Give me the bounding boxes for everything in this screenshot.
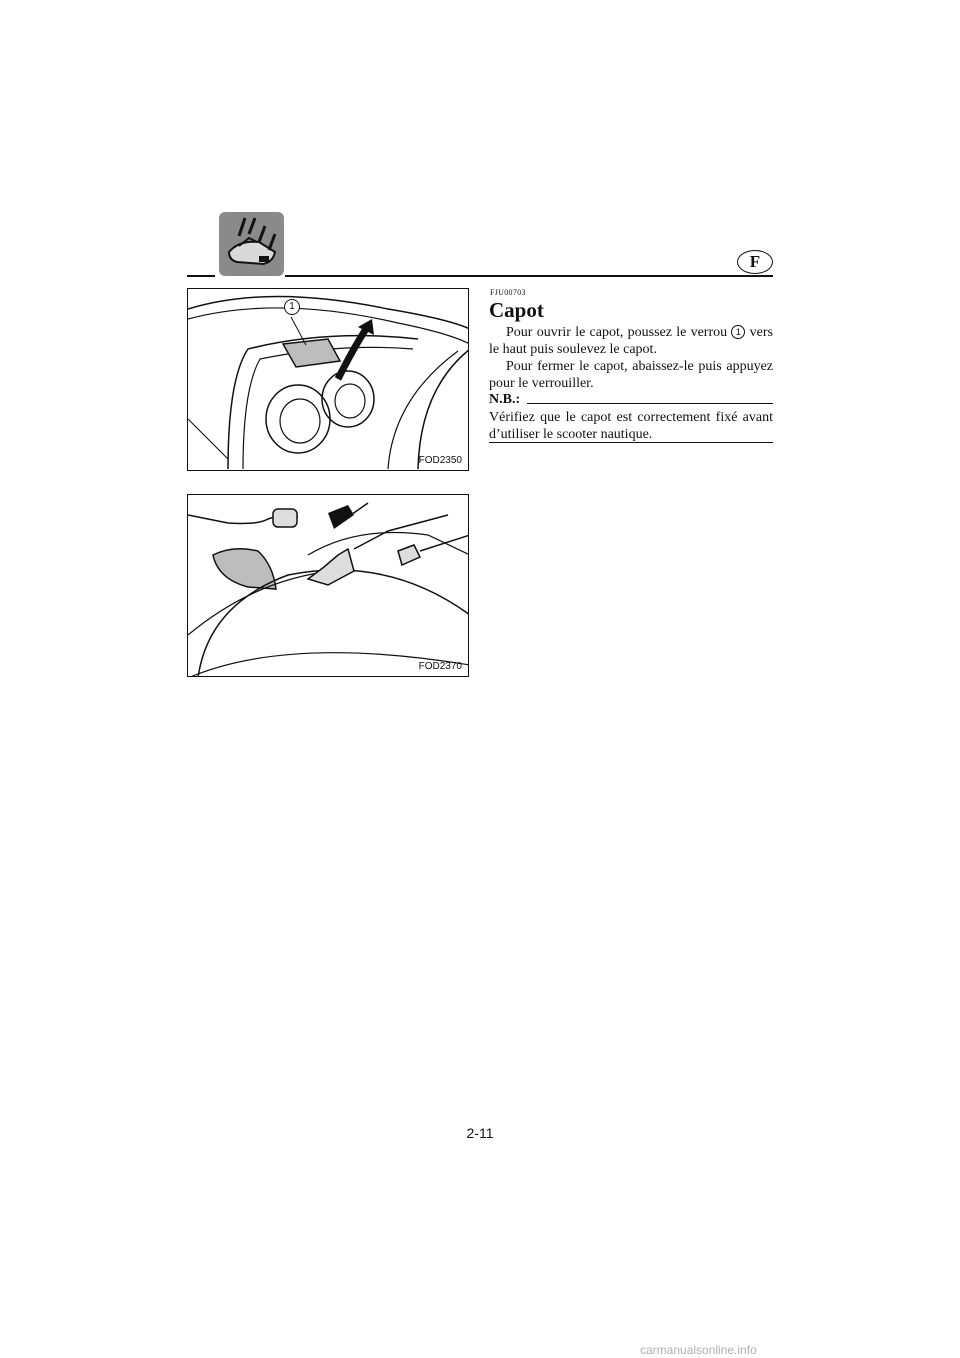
figure-code: FOD2370 [418,661,462,672]
header-rule-left [187,275,215,277]
header-rule-right [285,275,773,277]
note-rule-top [527,403,773,404]
hood-latch-illustration [188,289,469,471]
paragraph-close: Pour fermer le capot, abaissez-le puis appuyez pour le verrouiller. [489,359,773,391]
note-text: Vérifiez que le capot est correctement fixé avant d’utiliser le scooter nautique. [489,410,773,442]
note-label: N.B.: [489,392,521,407]
watercraft-icon [219,212,284,276]
section-code: FJU00703 [490,288,526,297]
watermark: carmanualsonline.info [640,1343,757,1357]
callout-number: 1 [284,299,300,315]
figure-code: FOD2350 [418,455,462,466]
hood-close-illustration [188,495,469,677]
language-badge: F [737,250,773,274]
section-title: Capot [489,298,544,322]
page-number: 2-11 [466,1125,494,1141]
figure-hood-open [187,288,469,471]
paragraph-open: Pour ouvrir le capot, poussez le verrou 1 vers le haut puis soulevez le capot. [489,325,773,357]
reference-number: 1 [731,325,745,339]
note-rule-bottom [489,442,773,443]
figure-hood-close [187,494,469,677]
